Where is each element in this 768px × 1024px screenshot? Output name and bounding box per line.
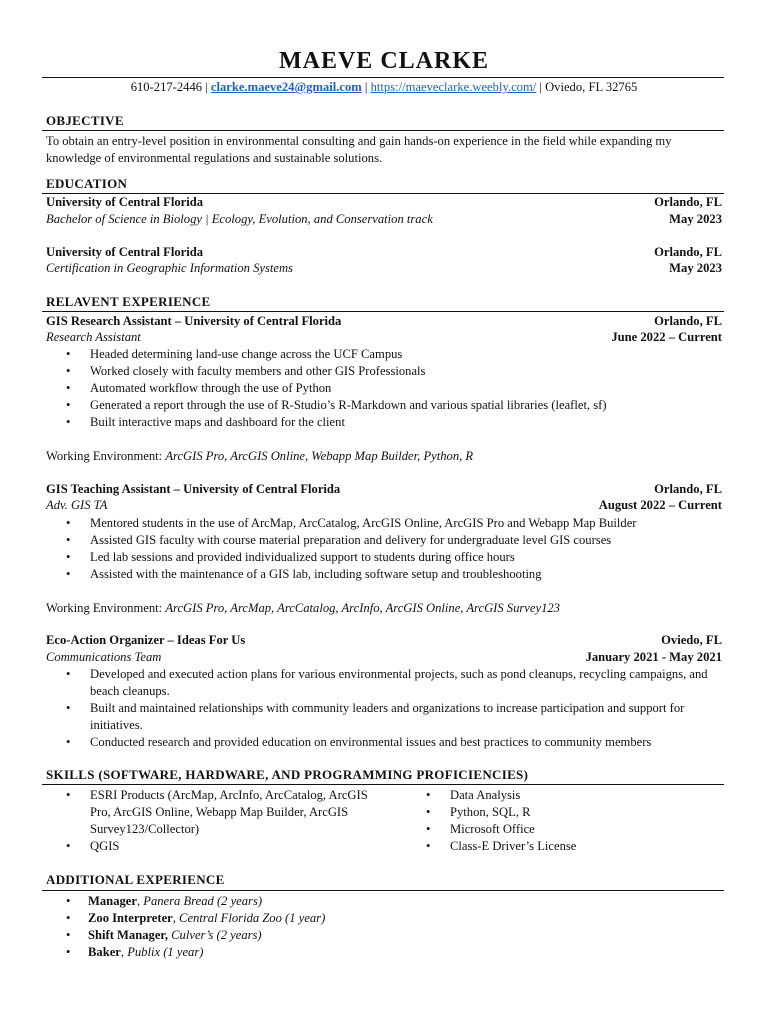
job-title: GIS Teaching Assistant – University of Central Florida bbox=[46, 482, 341, 496]
contact-line: 610-217-2446 | clarke.maeve24@gmail.com | https://maeveclarke.weebly.com/ | Oviedo, FL 32765 bbox=[130, 80, 638, 94]
list-item: • Shift Manager, Culver’s (2 years) bbox=[46, 927, 722, 944]
phone: 610-217-2446 bbox=[130, 80, 203, 94]
skills-heading: SKILLS (SOFTWARE, HARDWARE, AND PROGRAMMING PROFICIENCIES) bbox=[46, 767, 529, 782]
list-item: • Python, SQL, R bbox=[406, 804, 726, 821]
job-2-header bbox=[46, 481, 722, 498]
additional-list bbox=[46, 893, 722, 961]
experience-heading: RELAVENT EXPERIENCE bbox=[46, 294, 211, 309]
header-divider bbox=[42, 77, 724, 78]
list-item: • Assisted with the maintenance of a GIS lab, including software setup and troubleshooting bbox=[46, 566, 722, 583]
list-item: • Manager, Panera Bread (2 years) bbox=[46, 893, 722, 910]
job-role: Adv. GIS TA bbox=[46, 498, 108, 512]
job-date: January 2021 - May 2021 bbox=[585, 650, 722, 664]
graduation-date: May 2023 bbox=[669, 212, 722, 226]
education-entry-1 bbox=[46, 194, 722, 211]
list-item: • Automated workflow through the use of Python bbox=[46, 380, 722, 397]
list-item: • Data Analysis bbox=[406, 787, 726, 804]
job-1-header bbox=[46, 313, 722, 330]
objective-divider bbox=[42, 130, 724, 131]
additional-divider bbox=[42, 890, 724, 891]
job-role: Communications Team bbox=[46, 650, 162, 664]
certification-date: May 2023 bbox=[669, 261, 722, 275]
list-item: • Conducted research and provided education on environmental issues and best practices to community members bbox=[46, 734, 726, 751]
job-2-bullets bbox=[46, 515, 722, 583]
location: Oviedo, FL 32765 bbox=[545, 80, 638, 94]
job-location: Oviedo, FL bbox=[661, 633, 722, 647]
list-item: • Built and maintained relationships with community leaders and organizations to increase participation and support for initiatives. bbox=[46, 700, 726, 734]
list-item: • Generated a report through the use of R-Studio’s R-Markdown and various spatial libraries (leaflet, sf) bbox=[46, 397, 722, 414]
job-3-bullets bbox=[46, 666, 726, 751]
job-location: Orlando, FL bbox=[654, 314, 722, 328]
list-item: • Mentored students in the use of ArcMap, ArcCatalog, ArcGIS Online, ArcGIS Pro and Webapp Map Builder bbox=[46, 515, 722, 532]
education-heading: EDUCATION bbox=[46, 176, 128, 191]
list-item: • Baker, Publix (1 year) bbox=[46, 944, 722, 961]
candidate-name: MAEVE CLARKE bbox=[278, 48, 489, 74]
job-1-bullets bbox=[46, 346, 722, 431]
skills-divider bbox=[42, 784, 724, 785]
school-name: University of Central Florida bbox=[46, 195, 204, 209]
job-3-header bbox=[46, 632, 722, 649]
list-item: • Microsoft Office bbox=[406, 821, 726, 838]
list-item: • Developed and executed action plans for various environmental projects, such as pond cleanups, recycling campaigns, and beach cleanups. bbox=[46, 666, 726, 700]
email-link[interactable]: clarke.maeve24@gmail.com bbox=[210, 80, 362, 94]
website-link[interactable]: https://maeveclarke.weebly.com/ bbox=[370, 80, 537, 94]
job-title: Eco-Action Organizer – Ideas For Us bbox=[46, 633, 246, 647]
list-item: • ESRI Products (ArcMap, ArcInfo, ArcCatalog, ArcGIS Pro, ArcGIS Online, Webapp Map Builder, ArcGIS Survey123/Collector) bbox=[46, 787, 376, 838]
skills-left-list bbox=[46, 787, 376, 855]
job-date: June 2022 – Current bbox=[611, 330, 722, 344]
objective-heading: OBJECTIVE bbox=[46, 113, 124, 128]
objective-text: To obtain an entry-level position in environmental consulting and gain hands-on experience in the field while expanding my knowledge of environmental regulations and sustainable solutions. bbox=[46, 134, 672, 165]
school-name: University of Central Florida bbox=[46, 245, 204, 259]
job-location: Orlando, FL bbox=[654, 482, 722, 496]
skills-right-list bbox=[406, 787, 726, 855]
experience-divider bbox=[42, 311, 724, 312]
list-item: • Zoo Interpreter, Central Florida Zoo (1 year) bbox=[46, 910, 722, 927]
job-1-environment: Working Environment: ArcGIS Pro, ArcGIS Online, Webapp Map Builder, Python, R bbox=[46, 449, 474, 463]
list-item: • Headed determining land-use change across the UCF Campus bbox=[46, 346, 722, 363]
certification: Certification in Geographic Information Systems bbox=[46, 261, 293, 275]
education-entry-2 bbox=[46, 244, 722, 261]
list-item: • Assisted GIS faculty with course material preparation and delivery for undergraduate level GIS courses bbox=[46, 532, 722, 549]
list-item: • Class-E Driver’s License bbox=[406, 838, 726, 855]
job-title: GIS Research Assistant – University of Central Florida bbox=[46, 314, 342, 328]
degree: Bachelor of Science in Biology | Ecology, Evolution, and Conservation track bbox=[46, 212, 433, 226]
list-item: • Built interactive maps and dashboard for the client bbox=[46, 414, 722, 431]
school-location: Orlando, FL bbox=[654, 195, 722, 209]
job-2-environment: Working Environment: ArcGIS Pro, ArcMap, ArcCatalog, ArcInfo, ArcGIS Online, ArcGIS Survey123 bbox=[46, 601, 560, 615]
list-item: • QGIS bbox=[46, 838, 376, 855]
list-item: • Led lab sessions and provided individualized support to students during office hours bbox=[46, 549, 722, 566]
job-date: August 2022 – Current bbox=[598, 498, 722, 512]
job-role: Research Assistant bbox=[46, 330, 141, 344]
additional-heading: ADDITIONAL EXPERIENCE bbox=[46, 872, 225, 887]
school-location: Orlando, FL bbox=[654, 245, 722, 259]
list-item: • Worked closely with faculty members and other GIS Professionals bbox=[46, 363, 722, 380]
